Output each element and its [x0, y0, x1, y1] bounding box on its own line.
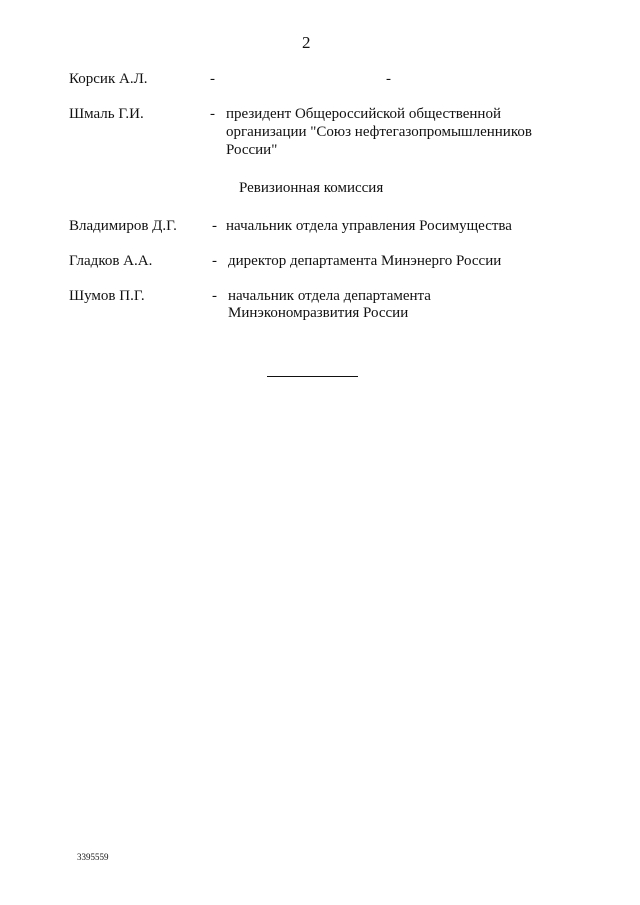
- member-name: Шмаль Г.И.: [69, 106, 144, 122]
- member-name: Корсик А.Л.: [69, 71, 148, 87]
- member-dash: -: [210, 71, 215, 87]
- member-position-line: начальник отдела департамента: [228, 288, 431, 304]
- member-position-line: Минэкономразвития России: [228, 305, 409, 321]
- member-position-line: начальник отдела управления Росимущества: [226, 218, 512, 234]
- end-separator-line: [267, 376, 358, 377]
- member-name: Владимиров Д.Г.: [69, 218, 177, 234]
- member-name: Гладков А.А.: [69, 253, 153, 269]
- page-number: 2: [302, 33, 311, 52]
- member-dash: -: [210, 106, 215, 122]
- member-dash: -: [212, 288, 217, 304]
- member-dash: -: [212, 253, 217, 269]
- section-heading: Ревизионная комиссия: [239, 180, 384, 196]
- member-trailing-dash: -: [386, 71, 391, 87]
- member-position-line: организации "Союз нефтегазопромышленников: [226, 124, 532, 140]
- member-name: Шумов П.Г.: [69, 288, 145, 304]
- member-position-line: директор департамента Минэнерго России: [228, 253, 502, 269]
- member-position-line: России": [226, 142, 278, 158]
- member-position-line: президент Общероссийской общественной: [226, 106, 501, 122]
- document-id: 3395559: [77, 852, 109, 862]
- member-dash: -: [212, 218, 217, 234]
